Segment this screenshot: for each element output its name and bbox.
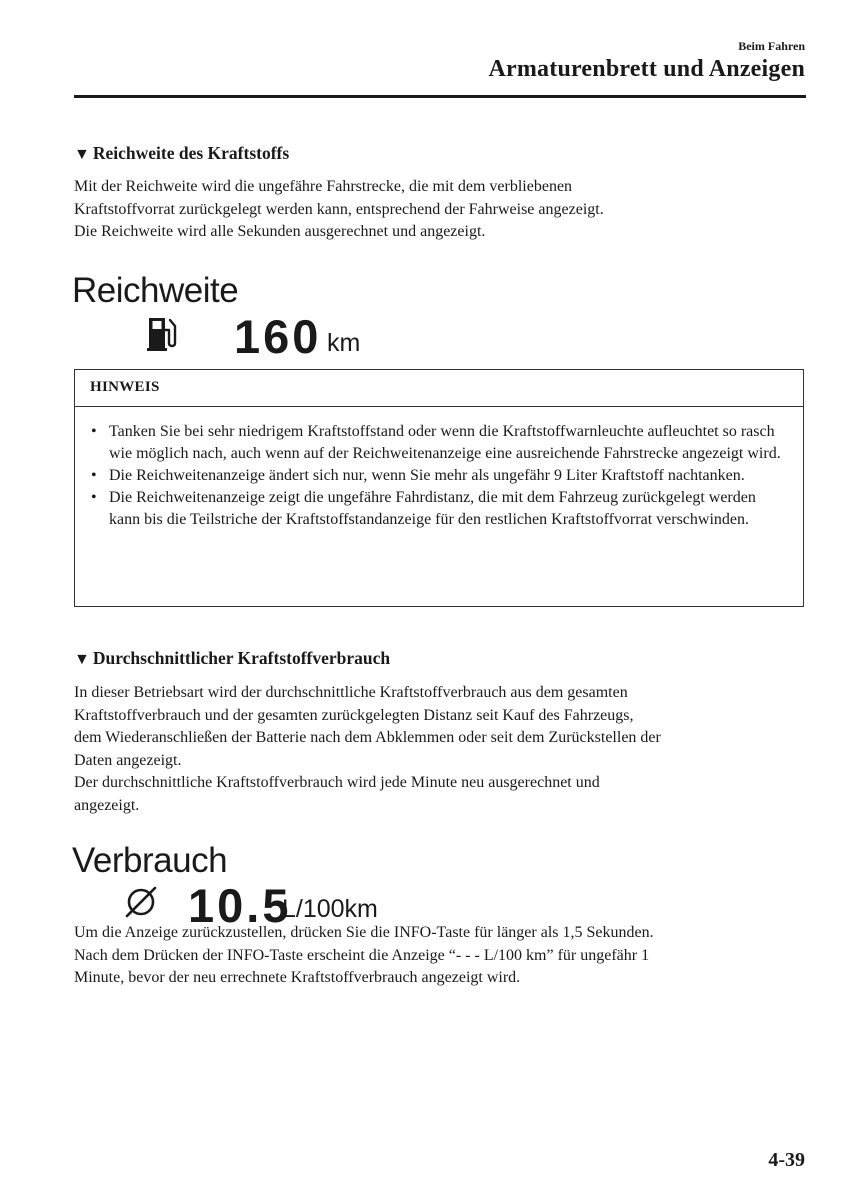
reset-instructions <box>74 922 809 990</box>
text-line: Daten angezeigt. <box>74 751 182 769</box>
text-line: Die Reichweite wird alle Sekunden ausgerechnet und angezeigt. <box>74 223 486 240</box>
text-line: Um die Anzeige zurückzustellen, drücken Sie die INFO-Taste für länger als 1,5 Sekunden. <box>74 924 654 941</box>
note-title: HINWEIS <box>75 370 803 407</box>
text-line: Nach dem Drücken der INFO-Taste erscheint die Anzeige “- - - L/100 km” für ungefähr 1 <box>74 946 650 964</box>
text-line: dem Wiederanschließen der Batterie nach dem Abklemmen oder seit dem Zurückstellen der <box>74 729 661 746</box>
range-unit: km <box>327 329 361 357</box>
text-line: Der durchschnittliche Kraftstoffverbrauch wird jede Minute neu ausgerechnet und <box>74 774 600 791</box>
consumption-display-label: Verbrauch <box>72 841 228 880</box>
section-triangle-icon: ▼ <box>74 651 90 668</box>
chapter-title: Armaturenbrett und Anzeigen <box>488 56 805 82</box>
page-number: 4-39 <box>768 1149 805 1171</box>
note-item-text: Die Reichweitenanzeige ändert sich nur, wenn Sie mehr als ungefähr 9 Liter Kraftstoff nachtanken. <box>109 467 745 484</box>
range-heading-text: Reichweite des Kraftstoffs <box>92 143 290 163</box>
text-line: Mit der Reichweite wird die ungefähre Fahrstrecke, die mit dem verbliebenen <box>74 178 573 195</box>
consumption-section-heading <box>74 648 390 669</box>
section-triangle-icon: ▼ <box>74 146 90 163</box>
note-item <box>89 487 783 531</box>
text-line: Minute, bevor der neu errechnete Kraftstoffverbrauch angezeigt wird. <box>74 969 521 986</box>
fuel-pump-icon <box>144 314 184 354</box>
consumption-value: 10.5 <box>188 879 292 932</box>
consumption-description <box>74 682 809 817</box>
range-description <box>74 176 809 244</box>
note-item-text: Tanken Sie bei sehr niedrigem Kraftstoffstand oder wenn die Kraftstoffwarnleuchte aufleuchtet so rasch wie möglich nach, auch wenn auf der Reichweitenanzeige eine ausreichende Fahrstrecke angezeigt wird. <box>109 423 781 462</box>
consumption-unit: L/100km <box>282 895 378 923</box>
average-symbol-icon <box>122 883 160 921</box>
note-item-text: Die Reichweitenanzeige zeigt die ungefähre Fahrdistanz, die mit dem Fahrzeug zurückgelegt werden kann bis die Teilstriche der Kraftstoffstandanzeige für den restlichen Kraftstoffvorrat verschwinden. <box>109 489 756 528</box>
note-box <box>74 369 804 607</box>
text-line: angezeigt. <box>74 796 140 814</box>
text-line: Kraftstoffverbrauch und der gesamten zurückgelegten Distanz seit Kauf des Fahrzeugs, <box>74 706 634 724</box>
consumption-heading-text: Durchschnittlicher Kraftstoffverbrauch <box>92 648 391 668</box>
note-list <box>75 407 803 531</box>
note-item <box>89 465 783 487</box>
note-item <box>89 421 783 465</box>
text-line: In dieser Betriebsart wird der durchschnittliche Kraftstoffverbrauch aus dem gesamten <box>74 684 628 701</box>
range-section-heading <box>74 143 289 164</box>
bullet: • <box>91 467 97 484</box>
bullet: • <box>91 423 97 440</box>
running-header: Beim Fahren <box>738 39 805 53</box>
bullet: • <box>91 489 97 506</box>
range-value: 160 <box>234 310 322 363</box>
range-display-label: Reichweite <box>72 271 239 310</box>
text-line: Kraftstoffvorrat zurückgelegt werden kann, entsprechend der Fahrweise angezeigt. <box>74 200 604 218</box>
header-divider <box>74 95 806 98</box>
